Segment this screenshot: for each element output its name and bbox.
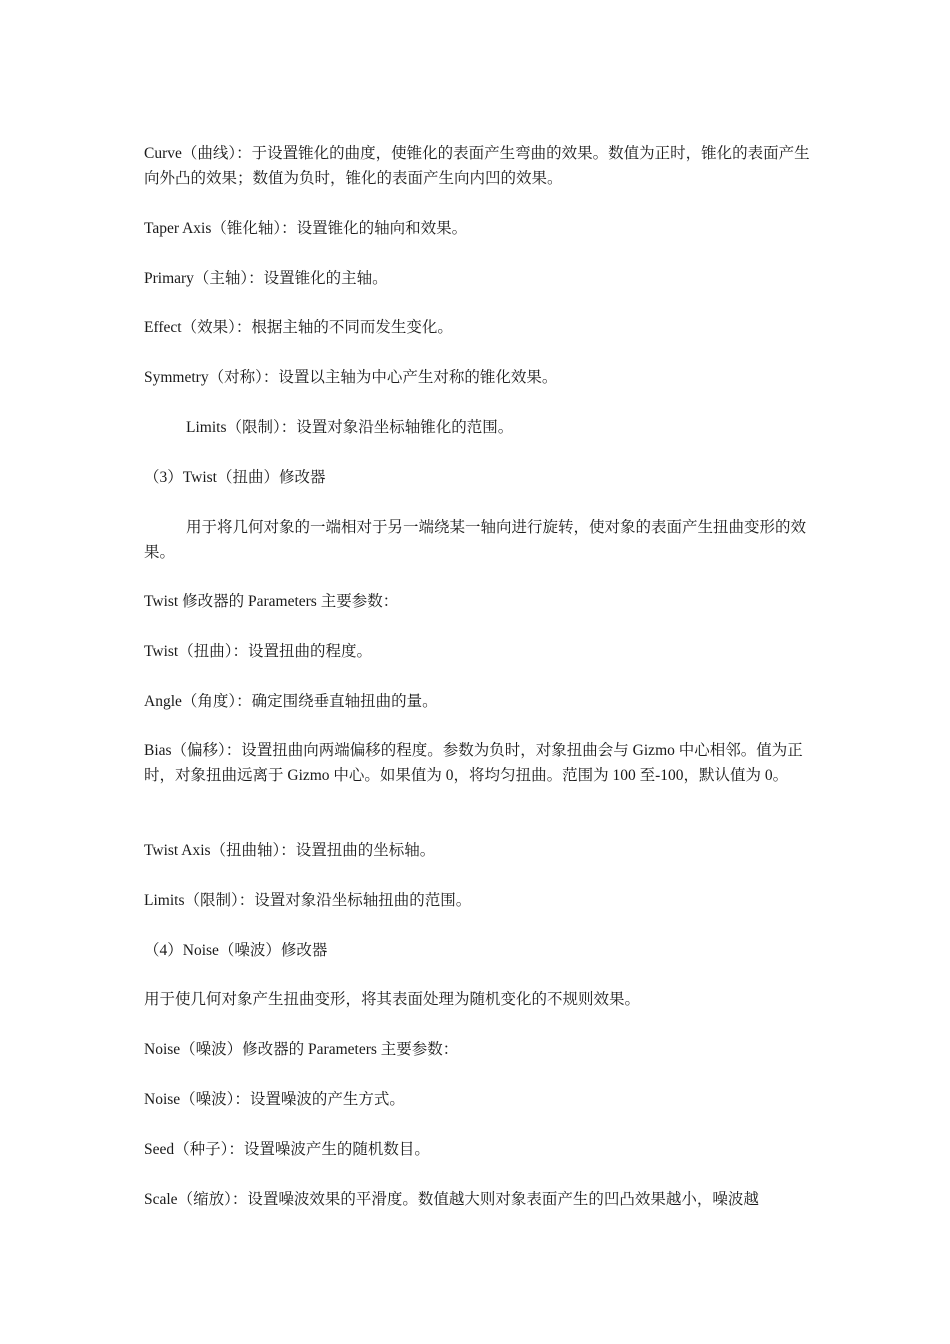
paragraph-twist-axis: Twist Axis（扭曲轴）：设置扭曲的坐标轴。 <box>144 842 436 859</box>
paragraph-angle: Angle（角度）：确定围绕垂直轴扭曲的量。 <box>144 693 438 710</box>
paragraph-taper-axis: Taper Axis（锥化轴）：设置锥化的轴向和效果。 <box>144 220 468 237</box>
paragraph-seed: Seed（种子）：设置噪波产生的随机数目。 <box>144 1141 430 1158</box>
paragraph-twist-description: 用于将几何对象的一端相对于另一端绕某一轴向进行旋转，使对象的表面产生扭曲变形的效果。 <box>144 519 807 561</box>
paragraph-primary: Primary（主轴）：设置锥化的主轴。 <box>144 270 388 287</box>
heading-twist-modifier: （3）Twist（扭曲）修改器 <box>144 469 326 486</box>
paragraph-noise-description: 用于使几何对象产生扭曲变形，将其表面处理为随机变化的不规则效果。 <box>144 991 641 1008</box>
paragraph-limits-twist: Limits（限制）：设置对象沿坐标轴扭曲的范围。 <box>144 892 472 909</box>
heading-noise-modifier: （4）Noise（噪波）修改器 <box>144 942 328 959</box>
paragraph-effect: Effect（效果）：根据主轴的不同而发生变化。 <box>144 319 453 336</box>
paragraph-scale: Scale（缩放）：设置噪波效果的平滑度。数值越大则对象表面产生的凹凸效果越小，噪波越 <box>144 1191 759 1208</box>
paragraph-twist: Twist（扭曲）：设置扭曲的程度。 <box>144 643 372 660</box>
paragraph-curve: Curve（曲线）：于设置锥化的曲度，使锥化的表面产生弯曲的效果。数值为正时，锥化的表面产生向外凸的效果；数值为负时，锥化的表面产生向内凹的效果。 <box>144 145 810 187</box>
paragraph-symmetry: Symmetry（对称）：设置以主轴为中心产生对称的锥化效果。 <box>144 369 558 386</box>
paragraph-noise-parameters: Noise（噪波）修改器的 Parameters 主要参数： <box>144 1041 459 1058</box>
paragraph-twist-parameters: Twist 修改器的 Parameters 主要参数： <box>144 593 399 610</box>
paragraph-bias: Bias（偏移）：设置扭曲向两端偏移的程度。参数为负时，对象扭曲会与 Gizmo 中心相邻。值为正时，对象扭曲远离于 Gizmo 中心。如果值为 0，将均匀扭曲。范围为 100 至-100，默认值为 0。 <box>144 742 803 784</box>
paragraph-noise: Noise（噪波）：设置噪波的产生方式。 <box>144 1091 405 1108</box>
paragraph-limits-taper: Limits（限制）：设置对象沿坐标轴锥化的范围。 <box>186 419 514 436</box>
